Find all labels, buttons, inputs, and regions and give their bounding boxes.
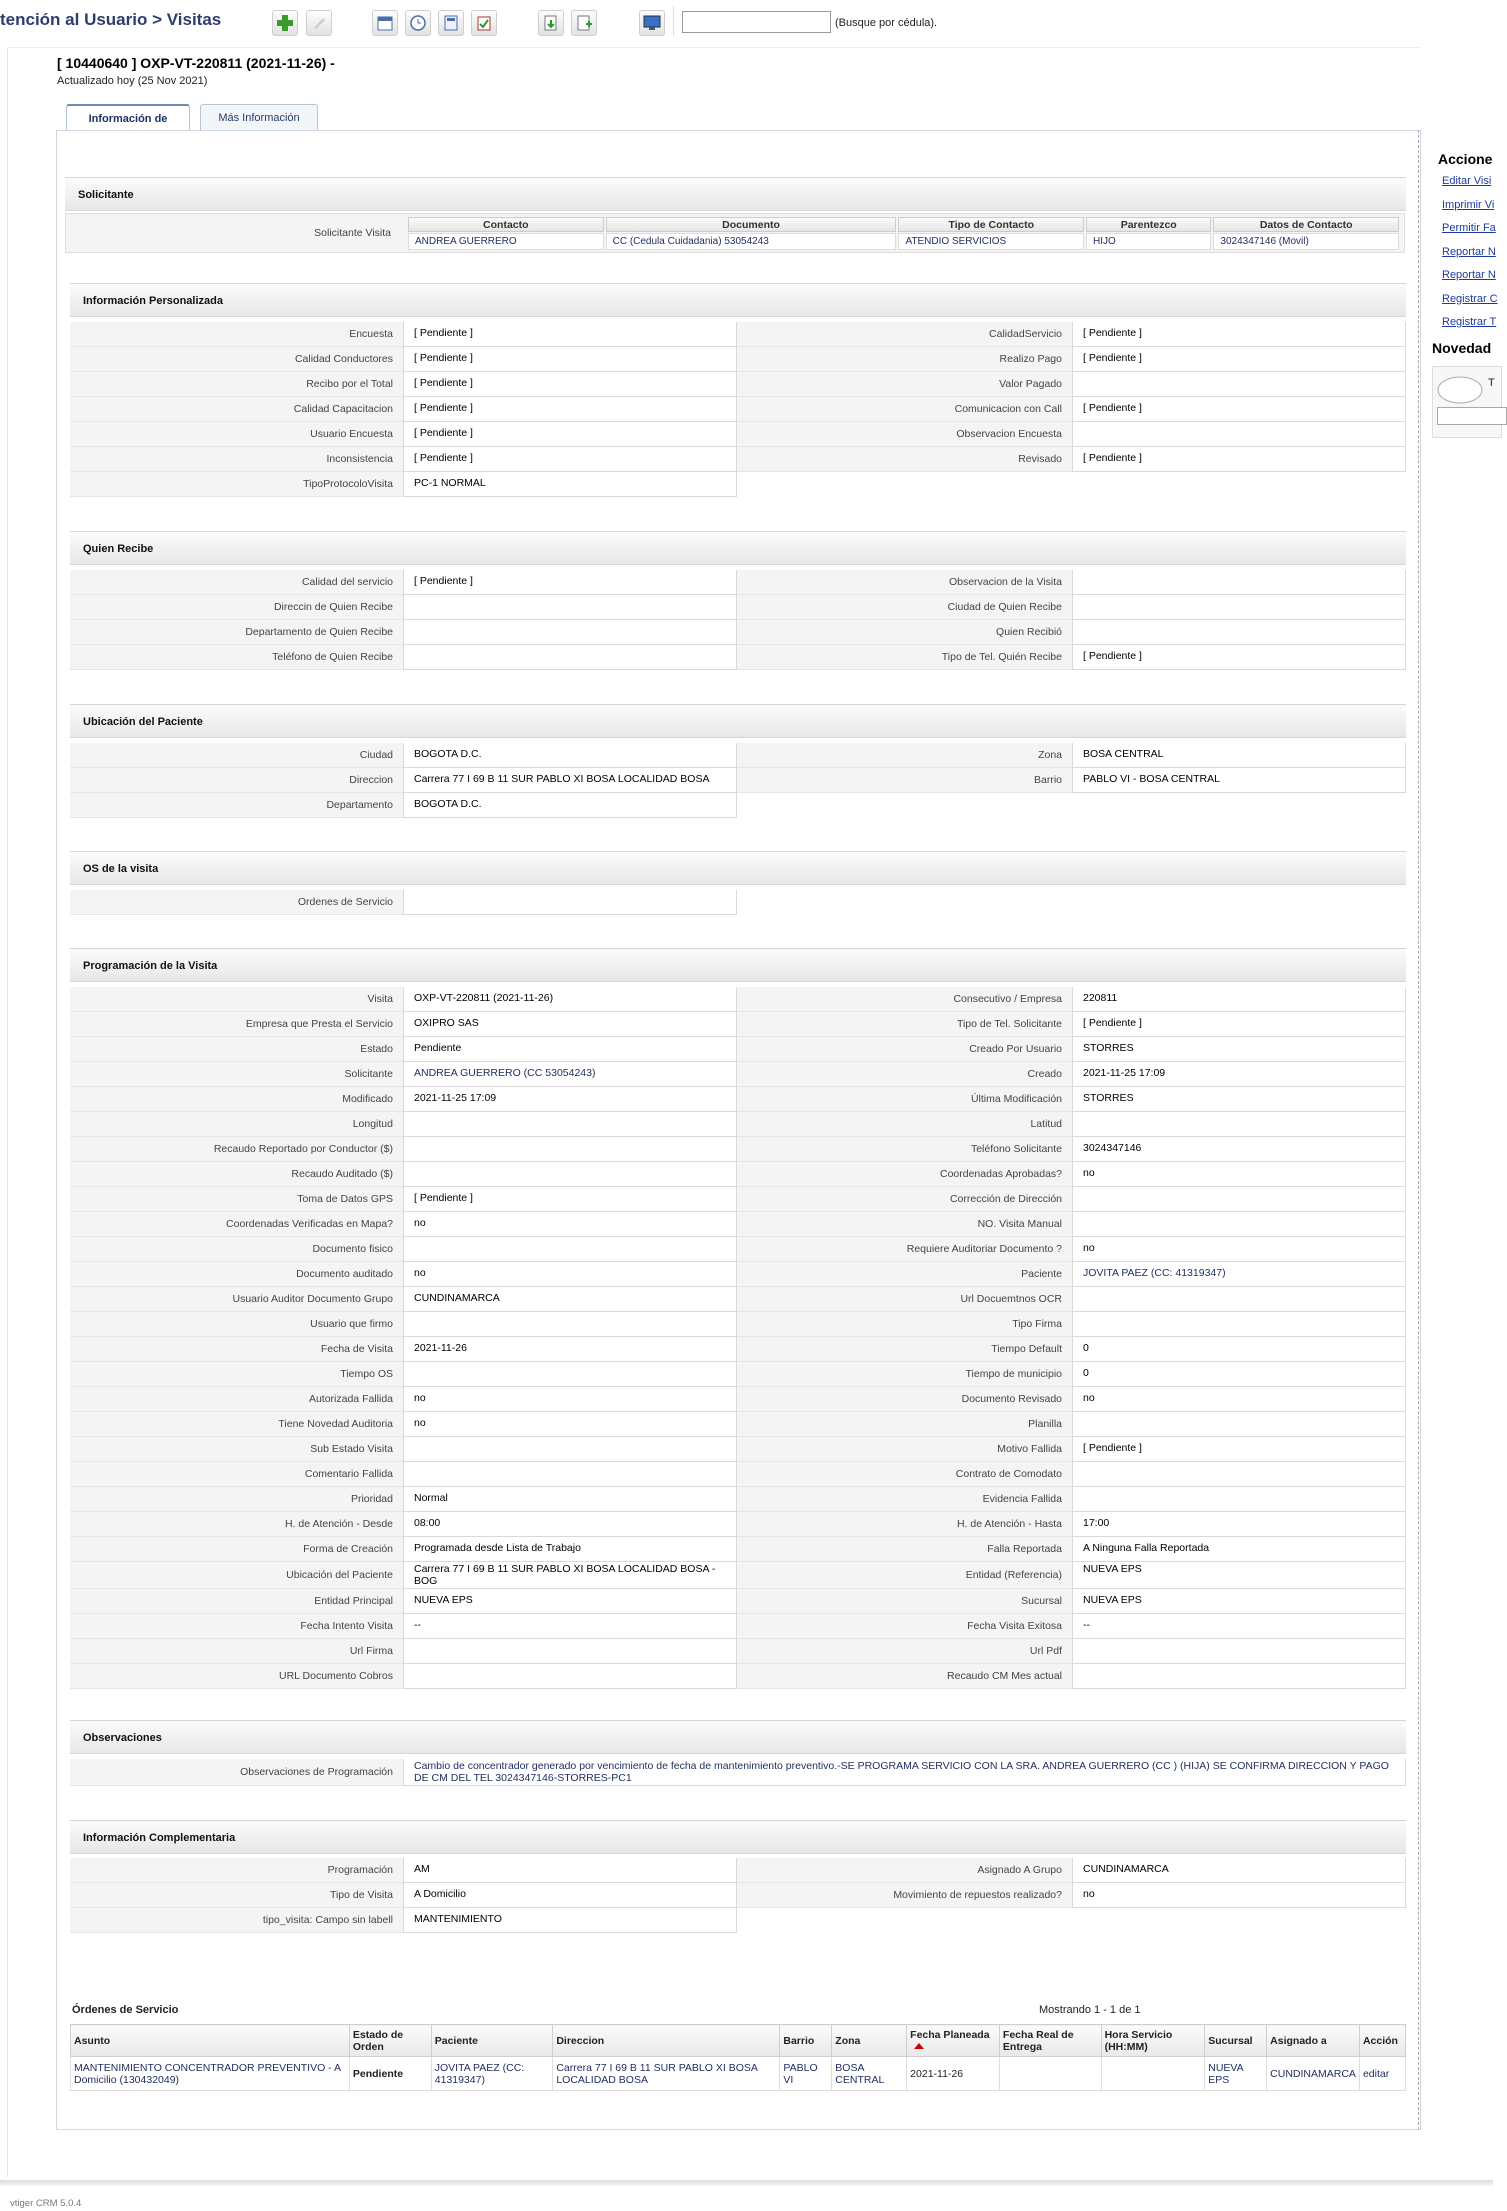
breadcrumb[interactable]: tención al Usuario > Visitas — [0, 10, 222, 29]
field-value: MANTENIMIENTO — [403, 1908, 737, 1933]
section-header: OS de la visita — [70, 851, 1406, 885]
field-label: Inconsistencia — [70, 447, 403, 472]
field-label: Ciudad — [70, 743, 403, 768]
field-label: Fecha Visita Exitosa — [737, 1614, 1072, 1639]
field-label: Visita — [70, 987, 403, 1012]
field-label: Valor Pagado — [737, 372, 1072, 397]
field-label: Barrio — [737, 768, 1072, 793]
field-label: Ordenes de Servicio — [70, 890, 403, 915]
orders-col-label: Acción — [1362, 2034, 1398, 2047]
footer-text: vtiger CRM 5.0.4 — [10, 2198, 82, 2209]
record-title: [ 10440640 ] OXP-VT-220811 (2021-11-26) - — [57, 55, 335, 71]
orders-col-label: Estado de Orden — [352, 2028, 404, 2053]
orders-col-label: Sucursal — [1208, 2034, 1253, 2047]
field-value — [403, 1312, 737, 1337]
field-value: 2021-11-25 17:09 — [403, 1087, 737, 1112]
field-label: Usuario Auditor Documento Grupo — [70, 1287, 403, 1312]
field-value: A Domicilio — [403, 1883, 737, 1908]
field-label: NO. Visita Manual — [737, 1212, 1072, 1237]
field-value — [1072, 1212, 1406, 1237]
field-label: tipo_visita: Campo sin labell — [70, 1908, 403, 1933]
field-label: Recibo por el Total — [70, 372, 403, 397]
search-input[interactable] — [682, 11, 831, 33]
field-value — [403, 1664, 737, 1689]
field-label: Prioridad — [70, 1487, 403, 1512]
field-label: Encuesta — [70, 322, 403, 347]
news-letter: T — [1488, 377, 1495, 389]
field-value: 2021-11-25 17:09 — [1072, 1062, 1406, 1087]
news-title: Novedad — [1432, 339, 1492, 356]
field-label: Consecutivo / Empresa — [737, 987, 1072, 1012]
field-label: Motivo Fallida — [737, 1437, 1072, 1462]
field-label: Teléfono Solicitante — [737, 1137, 1072, 1162]
field-value — [403, 620, 737, 645]
edit-icon[interactable] — [306, 10, 332, 36]
field-value: NUEVA EPS — [1072, 1589, 1406, 1614]
field-label: Planilla — [737, 1412, 1072, 1437]
field-label: Observacion Encuesta — [737, 422, 1072, 447]
field-value — [1072, 1287, 1406, 1312]
field-value: PC-1 NORMAL — [403, 472, 737, 497]
field-label: Tiempo OS — [70, 1362, 403, 1387]
field-value — [1072, 1462, 1406, 1487]
field-label: Modificado — [70, 1087, 403, 1112]
field-value: [ Pendiente ] — [403, 322, 737, 347]
field-value: CUNDINAMARCA — [403, 1287, 737, 1312]
action-link[interactable]: Imprimir Vi — [1442, 198, 1495, 211]
field-label: Creado Por Usuario — [737, 1037, 1072, 1062]
footer-divider — [0, 2180, 1493, 2186]
field-value — [403, 1437, 737, 1462]
field-label: Empresa que Presta el Servicio — [70, 1012, 403, 1037]
field-value — [403, 1137, 737, 1162]
field-value: OXP-VT-220811 (2021-11-26) — [403, 987, 737, 1012]
field-value: Normal — [403, 1487, 737, 1512]
field-value: 3024347146 — [1072, 1137, 1406, 1162]
section-header: Observaciones — [70, 1720, 1406, 1754]
field-value — [403, 1162, 737, 1187]
field-value: [ Pendiente ] — [1072, 397, 1406, 422]
field-value: no — [403, 1262, 737, 1287]
field-label: Fecha Intento Visita — [70, 1614, 403, 1639]
table-cell: PABLO VI — [780, 2057, 832, 2091]
field-value: [ Pendiente ] — [403, 347, 737, 372]
field-label: Comunicacion con Call — [737, 397, 1072, 422]
orders-col-header — [1205, 2025, 1267, 2057]
orders-title: Órdenes de Servicio — [72, 2004, 179, 2016]
table-cell — [1101, 2057, 1205, 2091]
field-label: Programación — [70, 1858, 403, 1883]
orders-col-label: Hora Servicio (HH:MM) — [1104, 2028, 1173, 2053]
order-subject-link[interactable]: MANTENIMIENTO CONCENTRADOR PREVENTIVO - A Domicilio (130432049) — [71, 2057, 350, 2091]
field-label: Falla Reportada — [737, 1537, 1072, 1562]
orders-col-header — [999, 2025, 1101, 2057]
field-label: Estado — [70, 1037, 403, 1062]
field-value: Carrera 77 I 69 B 11 SUR PABLO XI BOSA LOCALIDAD BOSA - BOG — [403, 1562, 737, 1589]
field-value — [403, 595, 737, 620]
table-cell: Pendiente — [349, 2057, 431, 2091]
record-updated: Actualizado hoy (25 Nov 2021) — [57, 75, 208, 87]
orders-col-label: Direccion — [556, 2034, 605, 2047]
field-label: Toma de Datos GPS — [70, 1187, 403, 1212]
field-value: [ Pendiente ] — [403, 372, 737, 397]
field-value — [1072, 620, 1406, 645]
field-value: no — [403, 1212, 737, 1237]
field-value — [1072, 422, 1406, 447]
field-value: no — [1072, 1387, 1406, 1412]
check-list-icon[interactable] — [471, 10, 497, 36]
field-label: Tipo de Tel. Solicitante — [737, 1012, 1072, 1037]
table-row — [71, 2057, 1406, 2091]
field-value — [1072, 1412, 1406, 1437]
field-label: Autorizada Fallida — [70, 1387, 403, 1412]
table-cell: NUEVA EPS — [1205, 2057, 1267, 2091]
section-solicitante: Solicitante — [65, 177, 1406, 211]
col-header: Documento — [606, 217, 897, 232]
field-label: Documento Revisado — [737, 1387, 1072, 1412]
field-label: Calidad del servicio — [70, 570, 403, 595]
orders-col-header[interactable] — [907, 2025, 1000, 2057]
field-label: Paciente — [737, 1262, 1072, 1287]
orders-col-header — [832, 2025, 907, 2057]
orders-col-header — [71, 2025, 350, 2057]
field-label: H. de Atención - Desde — [70, 1512, 403, 1537]
field-label: Entidad (Referencia) — [737, 1562, 1072, 1589]
field-value — [1072, 570, 1406, 595]
field-value: Carrera 77 I 69 B 11 SUR PABLO XI BOSA LOCALIDAD BOSA — [403, 768, 737, 793]
field-value: AM — [403, 1858, 737, 1883]
field-label: Observaciones de Programación — [70, 1759, 403, 1786]
orders-col-label: Paciente — [434, 2034, 478, 2047]
import-icon[interactable] — [538, 10, 564, 36]
field-value — [1072, 595, 1406, 620]
field-value: A Ninguna Falla Reportada — [1072, 1537, 1406, 1562]
table-cell: 2021-11-26 — [907, 2057, 1000, 2091]
action-link[interactable]: Reportar N — [1442, 245, 1496, 258]
field-label: Recaudo CM Mes actual — [737, 1664, 1072, 1689]
field-value — [403, 1462, 737, 1487]
field-label: Usuario que firmo — [70, 1312, 403, 1337]
field-label: Tiempo de municipio — [737, 1362, 1072, 1387]
field-value: BOGOTA D.C. — [403, 743, 737, 768]
table-cell: Carrera 77 I 69 B 11 SUR PABLO XI BOSA LOCALIDAD BOSA — [553, 2057, 780, 2091]
tab-informacion[interactable]: Información de — [66, 104, 190, 131]
table-cell: CUNDINAMARCA — [1267, 2057, 1360, 2091]
field-label: Tiene Novedad Auditoria — [70, 1412, 403, 1437]
contact-cell[interactable]: ANDREA GUERRERO — [408, 233, 604, 250]
orders-table — [70, 2024, 1406, 2091]
field-label: Fecha de Visita — [70, 1337, 403, 1362]
field-label: Evidencia Fallida — [737, 1487, 1072, 1512]
field-value: [ Pendiente ] — [1072, 347, 1406, 372]
field-value: no — [1072, 1162, 1406, 1187]
orders-col-header — [780, 2025, 832, 2057]
orders-col-label: Fecha Real de Entrega — [1002, 2028, 1074, 2053]
orders-col-header — [431, 2025, 553, 2057]
field-value — [403, 1237, 737, 1262]
field-value: 0 — [1072, 1337, 1406, 1362]
field-label: Url Docuemtnos OCR — [737, 1287, 1072, 1312]
tab-mas-informacion[interactable]: Más Información — [200, 104, 318, 130]
field-value — [1072, 1187, 1406, 1212]
field-value: [ Pendiente ] — [1072, 322, 1406, 347]
field-label: Realizo Pago — [737, 347, 1072, 372]
field-label: Direccion — [70, 768, 403, 793]
field-label: Observacion de la Visita — [737, 570, 1072, 595]
field-value: [ Pendiente ] — [1072, 645, 1406, 670]
section-header: Ubicación del Paciente — [70, 704, 1406, 738]
field-value — [1072, 1112, 1406, 1137]
field-value: Cambio de concentrador generado por vencimiento de fecha de mantenimiento preventivo.-SE PROGRAMA SERVICIO CON LA SRA. ANDREA GUERRERO (CC ) (HIJA) SE CONFIRMA DIRECCION Y PAGO DE CM DEL TEL 3024347146-STORRES-PC1 — [403, 1759, 1406, 1786]
section-header: Programación de la Visita — [70, 948, 1406, 982]
field-value: 17:00 — [1072, 1512, 1406, 1537]
field-value: no — [403, 1387, 737, 1412]
field-value: NUEVA EPS — [1072, 1562, 1406, 1589]
field-label: Direccin de Quien Recibe — [70, 595, 403, 620]
field-value: [ Pendiente ] — [403, 447, 737, 472]
field-label: Requiere Auditoriar Documento ? — [737, 1237, 1072, 1262]
solicitante-table — [406, 216, 1401, 251]
field-label: Tipo de Visita — [70, 1883, 403, 1908]
orders-col-header — [553, 2025, 780, 2057]
field-label: Url Firma — [70, 1639, 403, 1664]
action-link[interactable]: Registrar C — [1442, 292, 1498, 305]
field-label: Tiempo Default — [737, 1337, 1072, 1362]
cloud-icon — [1436, 372, 1486, 408]
field-value: [ Pendiente ] — [1072, 1012, 1406, 1037]
field-value: Pendiente — [403, 1037, 737, 1062]
field-label: Url Pdf — [737, 1639, 1072, 1664]
field-value: 220811 — [1072, 987, 1406, 1012]
orders-col-label: Asignado a — [1270, 2034, 1327, 2047]
field-value — [403, 1639, 737, 1664]
field-label: Comentario Fallida — [70, 1462, 403, 1487]
monitor-icon[interactable] — [639, 10, 665, 36]
sort-up-icon[interactable] — [910, 2041, 925, 2053]
field-value: -- — [1072, 1614, 1406, 1639]
field-label: Solicitante Visita — [66, 214, 401, 252]
top-toolbar — [0, 0, 1493, 44]
field-value: [ Pendiente ] — [403, 422, 737, 447]
field-label: Sucursal — [737, 1589, 1072, 1614]
field-value: STORRES — [1072, 1037, 1406, 1062]
field-label: Recaudo Auditado ($) — [70, 1162, 403, 1187]
field-label: Documento fisico — [70, 1237, 403, 1262]
field-value: JOVITA PAEZ (CC: 41319347) — [1072, 1262, 1406, 1287]
field-label: Última Modificación — [737, 1087, 1072, 1112]
field-value: Programada desde Lista de Trabajo — [403, 1537, 737, 1562]
field-value: no — [403, 1412, 737, 1437]
field-value — [1072, 1487, 1406, 1512]
field-value — [1072, 1664, 1406, 1689]
field-label: H. de Atención - Hasta — [737, 1512, 1072, 1537]
field-value: no — [1072, 1237, 1406, 1262]
field-label: Departamento — [70, 793, 403, 818]
col-header: Datos de Contacto — [1213, 217, 1399, 232]
col-header: Contacto — [408, 217, 604, 232]
field-value — [403, 890, 737, 915]
field-label: Calidad Conductores — [70, 347, 403, 372]
field-value: CUNDINAMARCA — [1072, 1858, 1406, 1883]
actions-title: Accione — [1438, 151, 1493, 167]
field-value: STORRES — [1072, 1087, 1406, 1112]
field-value — [403, 1112, 737, 1137]
field-value: NUEVA EPS — [403, 1589, 737, 1614]
field-value: -- — [403, 1614, 737, 1639]
orders-col-header — [1359, 2025, 1405, 2057]
field-value: 0 — [1072, 1362, 1406, 1387]
contact-data-cell: 3024347146 (Movil) — [1213, 233, 1399, 250]
field-label: Creado — [737, 1062, 1072, 1087]
field-label: Documento auditado — [70, 1262, 403, 1287]
document-cell: CC (Cedula Cuidadania) 53054243 — [606, 233, 897, 250]
field-value: PABLO VI - BOSA CENTRAL — [1072, 768, 1406, 793]
orders-count: Mostrando 1 - 1 de 1 — [1039, 2004, 1141, 2016]
field-label: Forma de Creación — [70, 1537, 403, 1562]
clock-icon[interactable] — [405, 10, 431, 36]
solicitante-row — [65, 213, 1405, 253]
field-label: Coordenadas Verificadas en Mapa? — [70, 1212, 403, 1237]
add-icon[interactable] — [272, 10, 298, 36]
field-label: Longitud — [70, 1112, 403, 1137]
field-label: Asignado A Grupo — [737, 1858, 1072, 1883]
field-label: Contrato de Comodato — [737, 1462, 1072, 1487]
field-label: Departamento de Quien Recibe — [70, 620, 403, 645]
field-value: BOGOTA D.C. — [403, 793, 737, 818]
field-label: Revisado — [737, 447, 1072, 472]
search-hint: (Busque por cédula). — [835, 17, 938, 29]
field-value: [ Pendiente ] — [1072, 1437, 1406, 1462]
edit-link[interactable]: editar — [1359, 2057, 1405, 2091]
toolbar-divider — [673, 6, 674, 36]
news-box — [1432, 366, 1502, 438]
field-value: [ Pendiente ] — [403, 1187, 737, 1212]
field-value — [1072, 1312, 1406, 1337]
calendar-icon[interactable] — [372, 10, 398, 36]
action-link[interactable]: Registrar T — [1442, 316, 1497, 328]
field-label: Movimiento de repuestos realizado? — [737, 1883, 1072, 1908]
field-label: Teléfono de Quien Recibe — [70, 645, 403, 670]
field-value: [ Pendiente ] — [403, 570, 737, 595]
field-label: Usuario Encuesta — [70, 422, 403, 447]
field-value: [ Pendiente ] — [1072, 447, 1406, 472]
field-label: Zona — [737, 743, 1072, 768]
field-value: BOSA CENTRAL — [1072, 743, 1406, 768]
field-value — [403, 1362, 737, 1387]
field-label: Solicitante — [70, 1062, 403, 1087]
field-label: Recaudo Reportado por Conductor ($) — [70, 1137, 403, 1162]
action-link[interactable]: Permitir Fa — [1442, 222, 1496, 234]
contact-type-cell: ATENDIO SERVICIOS — [898, 233, 1084, 250]
field-label: Sub Estado Visita — [70, 1437, 403, 1462]
field-value: no — [1072, 1883, 1406, 1908]
field-label: Coordenadas Aprobadas? — [737, 1162, 1072, 1187]
field-label: Ubicación del Paciente — [70, 1562, 403, 1589]
field-label: Ciudad de Quien Recibe — [737, 595, 1072, 620]
section-header: Información Personalizada — [70, 283, 1406, 317]
field-label: URL Documento Cobros — [70, 1664, 403, 1689]
orders-col-header — [1101, 2025, 1205, 2057]
field-label: Quien Recibió — [737, 620, 1072, 645]
field-label: Tipo de Tel. Quién Recibe — [737, 645, 1072, 670]
field-label: CalidadServicio — [737, 322, 1072, 347]
col-header: Tipo de Contacto — [898, 217, 1084, 232]
calculator-icon[interactable] — [438, 10, 464, 36]
table-cell[interactable]: JOVITA PAEZ (CC: 41319347) — [431, 2057, 553, 2091]
field-label: Latitud — [737, 1112, 1072, 1137]
action-link[interactable]: Editar Visi — [1442, 175, 1492, 187]
field-value: [ Pendiente ] — [403, 397, 737, 422]
section-header: Quien Recibe — [70, 531, 1406, 565]
field-value — [403, 645, 737, 670]
field-label: Tipo Firma — [737, 1312, 1072, 1337]
table-cell: BOSA CENTRAL — [832, 2057, 907, 2091]
field-label: Entidad Principal — [70, 1589, 403, 1614]
field-value — [1072, 1639, 1406, 1664]
orders-col-label: Zona — [835, 2034, 861, 2047]
orders-col-label: Asunto — [74, 2034, 111, 2047]
action-link[interactable]: Reportar N — [1442, 269, 1496, 281]
field-value: ANDREA GUERRERO (CC 53054243) — [403, 1062, 737, 1087]
news-input[interactable] — [1437, 407, 1507, 425]
field-label: Corrección de Dirección — [737, 1187, 1072, 1212]
orders-col-header — [1267, 2025, 1360, 2057]
export-icon[interactable] — [571, 10, 597, 36]
section-header: Información Complementaria — [70, 1820, 1406, 1854]
field-value: 08:00 — [403, 1512, 737, 1537]
aside-divider — [1418, 130, 1419, 2130]
orders-col-header — [349, 2025, 431, 2057]
relation-cell: HIJO — [1086, 233, 1211, 250]
field-value — [1072, 372, 1406, 397]
field-label: Calidad Capacitacion — [70, 397, 403, 422]
table-cell — [999, 2057, 1101, 2091]
field-label: TipoProtocoloVisita — [70, 472, 403, 497]
orders-col-label: Fecha Planeada — [910, 2028, 990, 2041]
col-header: Parentezco — [1086, 217, 1211, 232]
field-value: 2021-11-26 — [403, 1337, 737, 1362]
field-value: OXIPRO SAS — [403, 1012, 737, 1037]
orders-col-label: Barrio — [783, 2034, 815, 2047]
